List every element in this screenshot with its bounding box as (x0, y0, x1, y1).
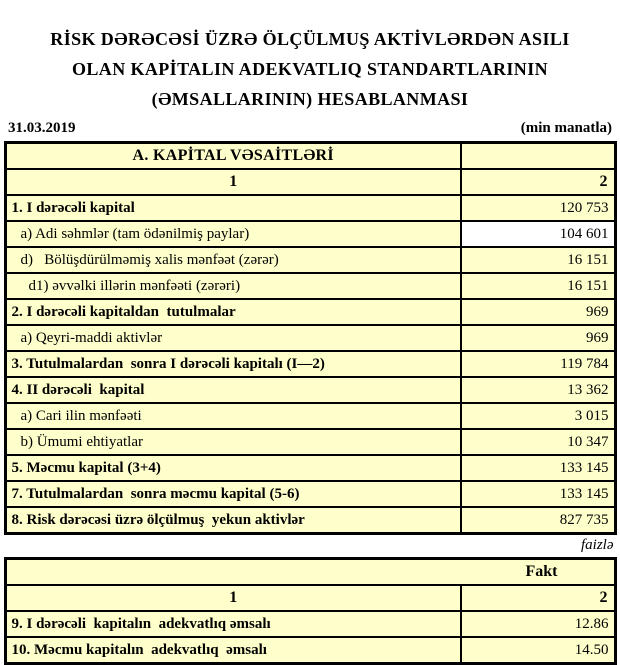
row-label: 8. Risk dərəcəsi üzrə ölçülmuş yekun aktivlər (5, 507, 461, 534)
row-value: 133 145 (461, 455, 615, 481)
row-label: a) Adi səhmlər (tam ödənilmiş paylar) (5, 221, 461, 247)
table-row (5, 273, 615, 299)
adequacy-table-colheader-1: 1 (5, 585, 461, 611)
row-value: 14.50 (461, 637, 615, 664)
table-row (5, 325, 615, 351)
capital-table-colheader-1: 1 (5, 169, 461, 195)
capital-table-section-header: A. KAPİTAL VƏSAİTLƏRİ (5, 143, 461, 170)
row-label: a) Qeyri-maddi aktivlər (5, 325, 461, 351)
report-title-line-1: RİSK DƏRƏCƏSİ ÜZRƏ ÖLÇÜLMUŞ AKTİVLƏRDƏN ASILI (50, 29, 570, 49)
table-row (5, 377, 615, 403)
report-title (0, 0, 620, 114)
row-label: 9. I dərəcəli kapitalın adekvatlıq əmsalı (5, 611, 461, 637)
report-date: 31.03.2019 (8, 120, 76, 136)
table-row (5, 637, 615, 664)
capital-table-body (5, 195, 615, 534)
fakt-header: Fakt (5, 559, 615, 586)
capital-table-section-row (5, 143, 615, 170)
table-row (5, 507, 615, 534)
capital-table-section-header-empty-cell (461, 143, 615, 170)
table-row (5, 351, 615, 377)
table-row (5, 611, 615, 637)
capital-table-colheader-2: 2 (461, 169, 615, 195)
unit-note: (min manatla) (520, 120, 612, 136)
table-row (5, 221, 615, 247)
row-label: 10. Məcmu kapitalın adekvatlıq əmsalı (5, 637, 461, 664)
capital-table-colheader-row (5, 169, 615, 195)
adequacy-table-colheader-row (5, 585, 615, 611)
row-value: 104 601 (461, 221, 615, 247)
row-value: 119 784 (461, 351, 615, 377)
adequacy-table-fakt-row (5, 559, 615, 586)
row-value: 120 753 (461, 195, 615, 221)
row-value: 13 362 (461, 377, 615, 403)
row-value: 16 151 (461, 273, 615, 299)
table-row (5, 195, 615, 221)
row-label: d) Bölüşdürülməmiş xalis mənfəət (zərər) (5, 247, 461, 273)
row-label: 5. Məcmu kapital (3+4) (5, 455, 461, 481)
adequacy-table-body (5, 611, 615, 664)
row-label: 4. II dərəcəli kapital (5, 377, 461, 403)
row-label: 3. Tutulmalardan sonra I dərəcəli kapitalı (I—2) (5, 351, 461, 377)
adequacy-table-colheader-2: 2 (461, 585, 615, 611)
row-value: 16 151 (461, 247, 615, 273)
row-label: a) Cari ilin mənfəəti (5, 403, 461, 429)
row-value: 969 (461, 299, 615, 325)
table-row (5, 429, 615, 455)
table-row (5, 247, 615, 273)
row-value: 12.86 (461, 611, 615, 637)
row-value: 133 145 (461, 481, 615, 507)
row-label: b) Ümumi ehtiyatlar (5, 429, 461, 455)
report-title-line-3: (ƏMSALLARININ) HESABLANMASI (151, 89, 469, 109)
report-title-line-2: OLAN KAPİTALIN ADEKVATLIQ STANDARTLARININ (71, 59, 548, 79)
table-row (5, 481, 615, 507)
adequacy-table (4, 557, 617, 665)
percent-note: faizlə (581, 537, 614, 553)
subheader-row (0, 114, 620, 141)
row-value: 969 (461, 325, 615, 351)
row-value: 3 015 (461, 403, 615, 429)
table-row (5, 455, 615, 481)
row-label: 1. I dərəcəli kapital (5, 195, 461, 221)
row-value: 10 347 (461, 429, 615, 455)
row-label: d1) əvvəlki illərin mənfəəti (zərəri) (5, 273, 461, 299)
row-label: 7. Tutulmalardan sonra məcmu kapital (5-6) (5, 481, 461, 507)
row-value: 827 735 (461, 507, 615, 534)
table-row (5, 299, 615, 325)
row-label: 2. I dərəcəli kapitaldan tutulmalar (5, 299, 461, 325)
table-row (5, 403, 615, 429)
capital-table (4, 141, 617, 535)
